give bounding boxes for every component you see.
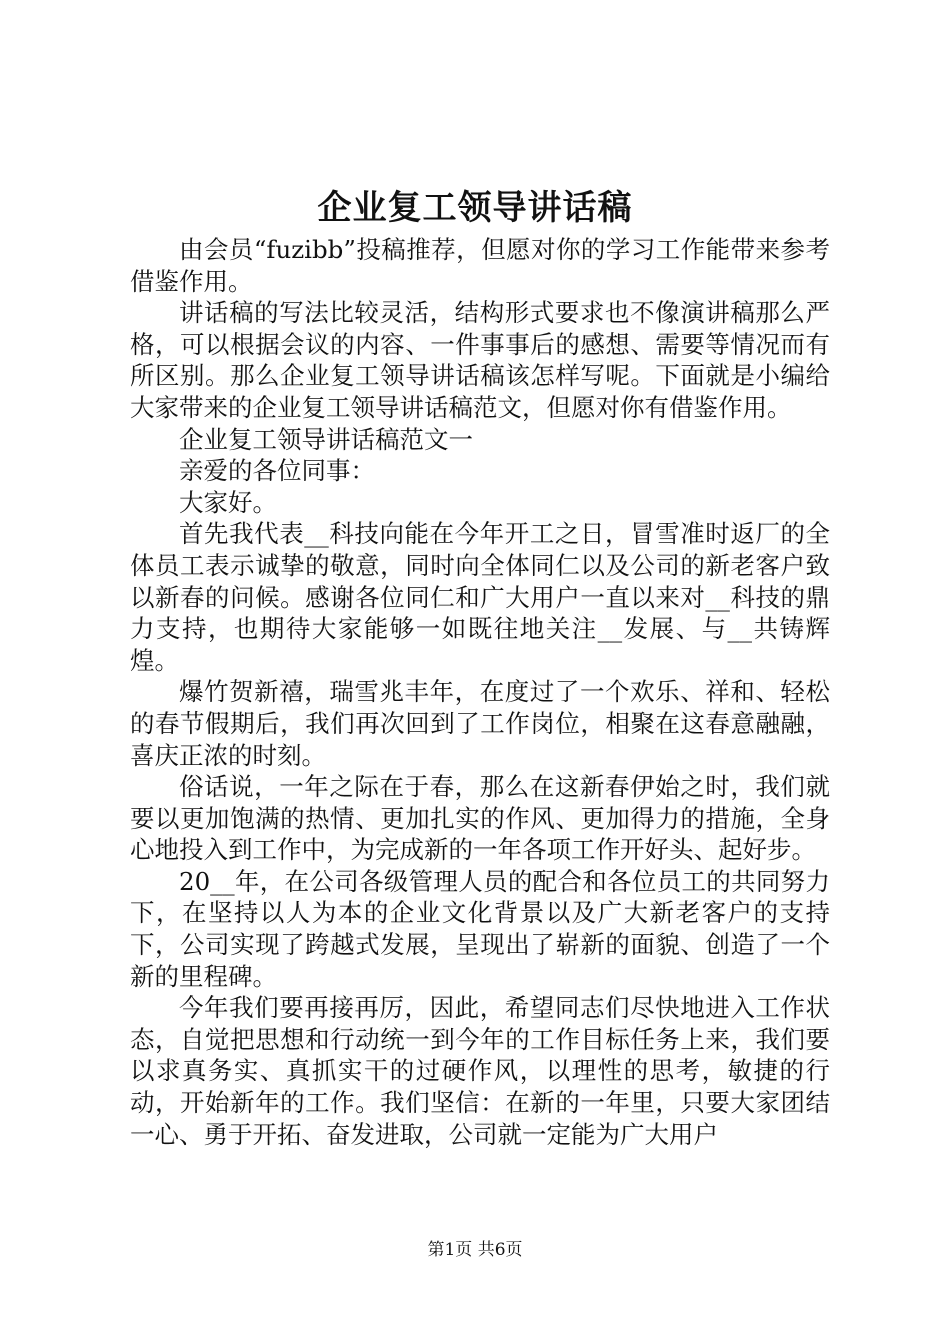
paragraph-achievement: 20__年，在公司各级管理人员的配合和各位员工的共同努力下，在坚持以人为本的企业文化背景以及广大新老客户的支持下，公司实现了跨越式发展，呈现出了崭新的面貌、创造了一个新的里程碑。 [130,866,830,991]
section-heading: 企业复工领导讲话稿范文一 [179,424,473,454]
paragraph-thanks: 首先我代表__科技向能在今年开工之日，冒雪准时返厂的全体员工表示诚挚的敬意，同时向全体同仁以及公司的新老客户致以新春的问候。感谢各位同仁和广大用户一直以来对__科技的鼎力支持，也期待大家能够一如既往地关注__发展、与__共铸辉煌。 [130,519,830,675]
paragraph-goals: 今年我们要再接再厉，因此，希望同志们尽快地进入工作状态，自觉把思想和行动统一到今年的工作目标任务上来，我们要以求真务实、真抓实干的过硬作风，以理性的思考，敏捷的行动，开始新年的工作。我们坚信：在新的一年里，只要大家团结一心、勇于开拓、奋发进取，公司就一定能为广大用户 [130,993,830,1149]
page-footer: 第1页 共6页 [427,1240,523,1260]
document-body [130,234,830,1150]
document-title: 企业复工领导讲话稿 [317,188,633,228]
paragraph-description: 讲话稿的写法比较灵活，结构形式要求也不像演讲稿那么严格，可以根据会议的内容、一件事事后的感想、需要等情况而有所区别。那么企业复工领导讲话稿该怎样写呢。下面就是小编给大家带来的企业复工领导讲话稿范文，但愿对你有借鉴作用。 [130,298,830,422]
paragraph-festival: 爆竹贺新禧，瑞雪兆丰年，在度过了一个欢乐、祥和、轻松的春节假期后，我们再次回到了工作岗位，相聚在这春意融融，喜庆正浓的时刻。 [130,677,830,770]
salutation: 亲爱的各位同事： [179,456,375,486]
greeting: 大家好。 [179,487,277,517]
paragraph-intro: 由会员“fuzibb”投稿推荐，但愿对你的学习工作能带来参考借鉴作用。 [130,235,830,296]
paragraph-proverb: 俗话说，一年之际在于春，那么在这新春伊始之时，我们就要以更加饱满的热情、更加扎实的作风、更加得力的措施，全身心地投入到工作中，为完成新的一年各项工作开好头、起好步。 [130,772,830,865]
